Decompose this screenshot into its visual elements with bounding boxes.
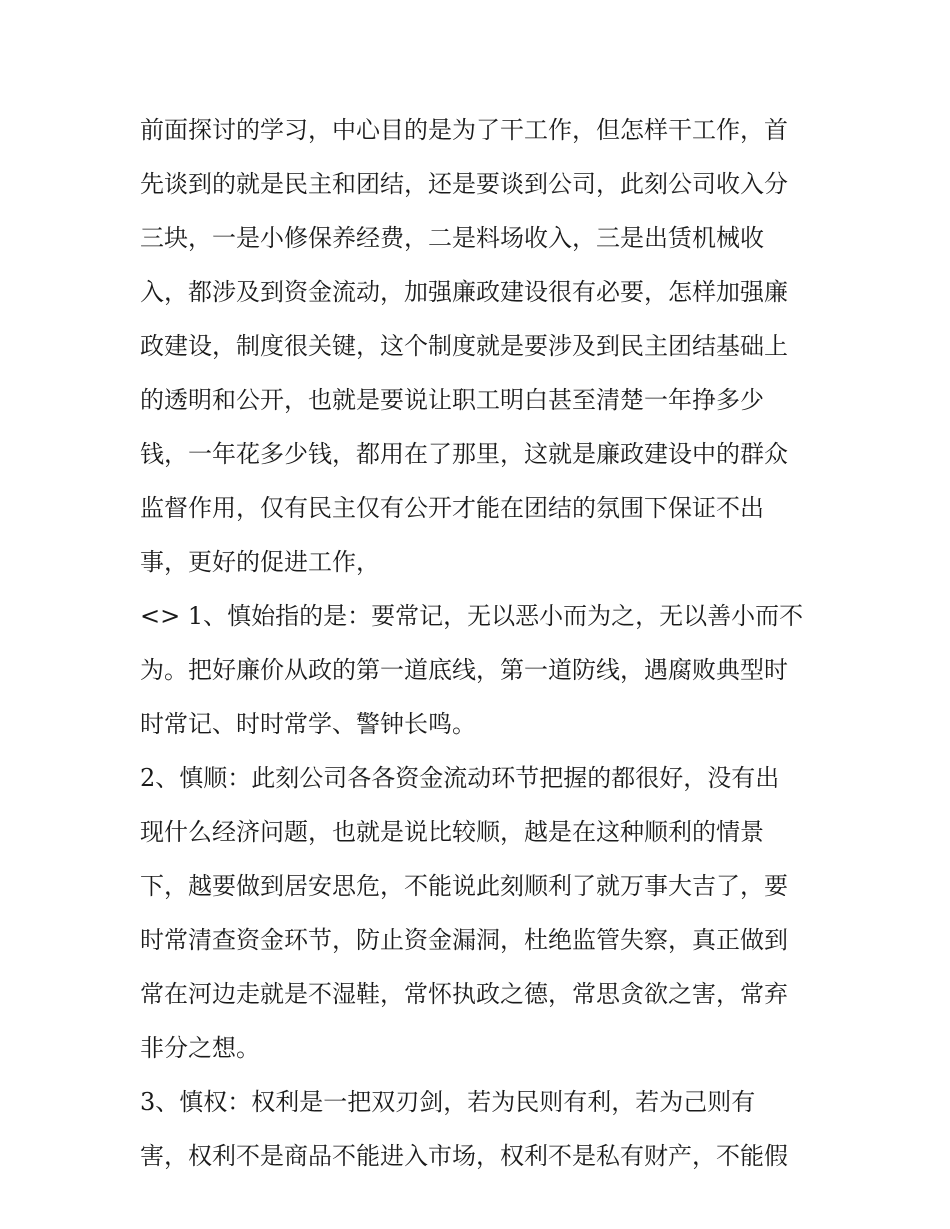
text-line: 2、慎顺：此刻公司各各资金流动环节把握的都很好，没有出 <box>140 764 780 792</box>
text-line: 的透明和公开，也就是要说让职工明白甚至清楚一年挣多少 <box>140 386 764 414</box>
text-line: 监督作用，仅有民主仅有公开才能在团结的氛围下保证不出 <box>140 494 764 522</box>
text-line: 三块，一是小修保养经费，二是料场收入，三是出赁机械收 <box>140 224 764 252</box>
text-line: 害，权利不是商品不能进入市场，权利不是私有财产，不能假 <box>140 1142 788 1170</box>
text-line: 3、慎权：权利是一把双刃剑，若为民则有利，若为己则有 <box>140 1088 756 1116</box>
text-line: 前面探讨的学习，中心目的是为了干工作，但怎样干工作，首 <box>140 116 788 144</box>
text-line: <> 1、慎始指的是：要常记，无以恶小而为之，无以善小而不 <box>140 602 804 630</box>
text-line: 现什么经济问题，也就是说比较顺，越是在这种顺利的情景 <box>140 818 764 846</box>
text-line: 非分之想。 <box>140 1034 260 1062</box>
text-line: 时常记、时时常学、警钟长鸣。 <box>140 710 476 738</box>
text-line: 政建设，制度很关键，这个制度就是要涉及到民主团结基础上 <box>140 332 788 360</box>
text-line: 事，更好的促进工作， <box>140 548 380 576</box>
text-line: 常在河边走就是不湿鞋，常怀执政之德，常思贪欲之害，常弃 <box>140 980 788 1008</box>
text-line: 为。把好廉价从政的第一道底线，第一道防线，遇腐败典型时 <box>140 656 788 684</box>
text-line: 入，都涉及到资金流动，加强廉政建设很有必要，怎样加强廉 <box>140 278 788 306</box>
text-line: 时常清查资金环节，防止资金漏洞，杜绝监管失察，真正做到 <box>140 926 788 954</box>
text-line: 下，越要做到居安思危，不能说此刻顺利了就万事大吉了，要 <box>140 872 788 900</box>
text-line: 先谈到的就是民主和团结，还是要谈到公司，此刻公司收入分 <box>140 170 788 198</box>
text-line: 钱，一年花多少钱，都用在了那里，这就是廉政建设中的群众 <box>140 440 788 468</box>
document-body <box>140 103 820 1183</box>
